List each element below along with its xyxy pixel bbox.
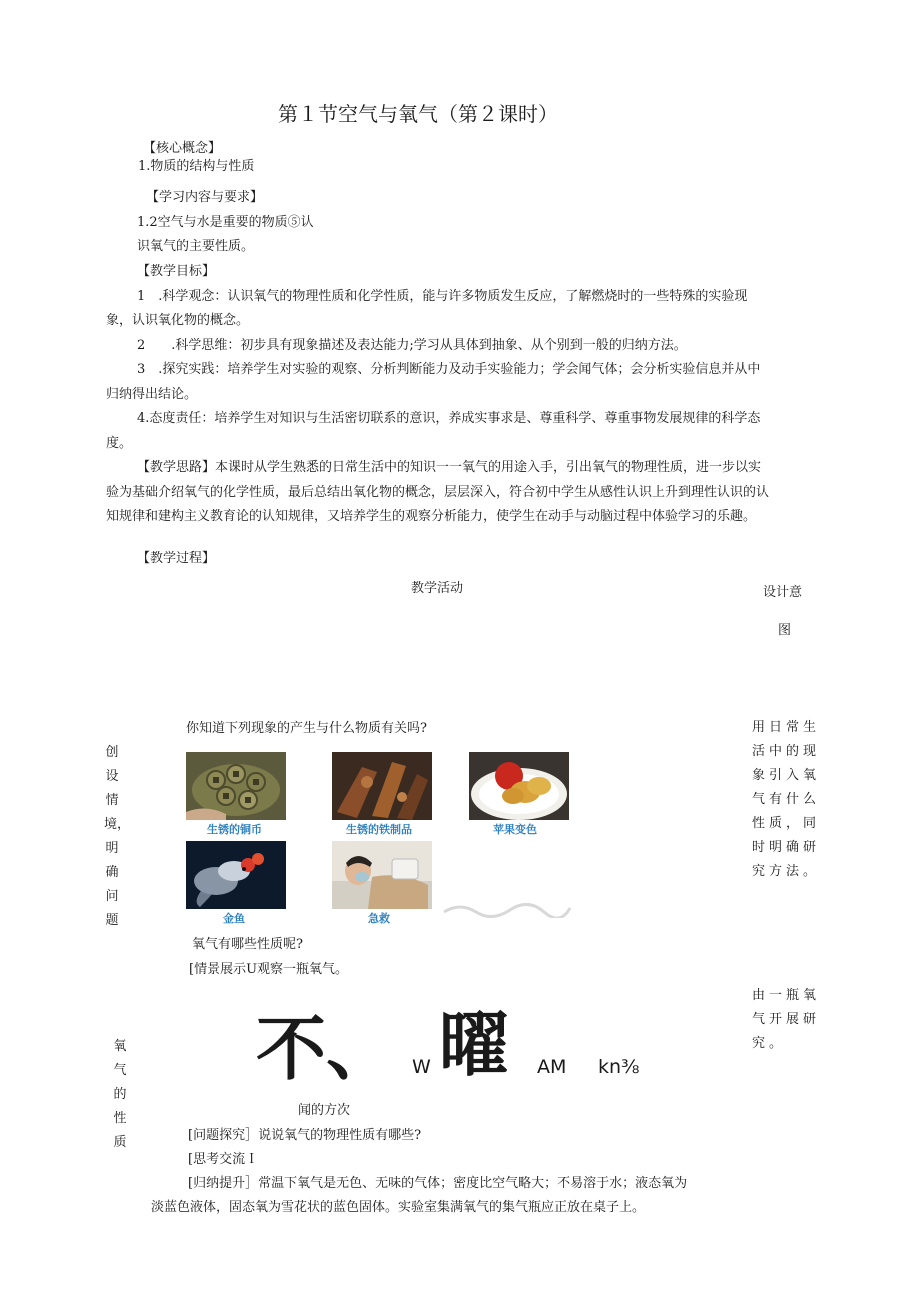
caption-rusty-iron: 生锈的铁制品 [346,823,412,836]
goal-2: 2 .科学思维：初步具有现象描述及表达能力;学习从具体到抽象、从个别到一般的归纳方法。 [137,338,687,353]
goal-3-line2: 归纳得出结论。 [106,387,198,402]
caption-rusty-coins: 生锈的铜币 [207,823,262,836]
caption-goldfish: 金鱼 [223,912,245,925]
goal-1-line1: 1 .科学观念：认识氧气的物理性质和化学性质，能与许多物质发生反应，了解燃烧时的一些特殊的实验现 [137,289,748,304]
requirements-heading: 【学习内容与要求】 [146,190,264,205]
section-2-design-intent: 由一瓶氧气开展研究。 [752,988,821,1051]
approach-line1: 【教学思路】本课时从学生熟悉的日常生活中的知识一一氧气的用途入手，引出氧气的物理性质，进一步以实 [137,460,762,475]
photo-goldfish [186,841,286,909]
smell-illustration-text-3: 曜 [439,1003,509,1086]
photo-apple [469,752,569,820]
approach-line2: 验为基础介绍氧气的化学性质，最后总结出氧化物的概念，层层深入，符合初中学生从感性认识上升到理性认识的认 [106,485,770,500]
section-2-summary-line1: [归纳提升］常温下氧气是无色、无味的气体；密度比空气略大；不易溶于水；液态氧为 [188,1176,688,1191]
section-1-question-2: 氧气有哪些性质呢? [192,937,303,952]
photo-first-aid [332,841,432,909]
smell-illustration-text-4: AM [537,1056,567,1078]
page-title: 第１节空气与氧气（第２课时） [278,102,558,126]
col-activity-header: 教学活动 [411,581,464,596]
faint-watermark-mark [440,900,574,918]
section-1-design-intent: 用日常生活中的现象引入氧气有什么性质，同时明确研究方法。 [752,720,821,879]
goal-1-line2: 象，认识氧化物的概念。 [106,313,250,328]
col-design-header-1: 设计意 [763,585,803,600]
photo-rusty-iron [332,752,432,820]
goal-4-line2: 度。 [106,436,133,451]
requirements-line1: 1.2空气与水是重要的物质⑤认 [137,215,314,230]
requirements-line2: 识氧气的主要性质。 [137,239,255,254]
col-design-header-2: 图 [778,623,792,638]
section-2-label: 氧气的性质 [113,1039,127,1150]
section-1-label: 创设情境，明确问题 [104,745,131,928]
section-2-summary-line2: 淡蓝色液体，固态氧为雪花状的蓝色固体。实验室集满氧气的集气瓶应正放在桌子上。 [151,1200,646,1215]
caption-first-aid: 急救 [368,912,390,925]
approach-line3: 知规律和建构主义教育论的认知规律，又培养学生的观察分析能力，使学生在动手与动脑过程中体验学习的乐趣。 [106,509,757,524]
core-concept-heading: 【核心概念】 [143,141,222,156]
smell-illustration-text-1: 不、 [256,1007,396,1090]
goal-3-line1: 3 .探究实践：培养学生对实验的观察、分析判断能力及动手实验能力；学会闻气体；会分析实验信息并从中 [137,362,761,377]
caption-apple: 苹果变色 [493,823,537,836]
process-heading: 【教学过程】 [137,551,216,566]
section-2-inquiry: [问题探究］说说氧气的物理性质有哪些? [188,1128,422,1143]
section-1-scene: [情景展示U观察一瓶氧气。 [189,962,349,977]
section-1-question: 你知道下列现象的产生与什么物质有关吗? [186,721,427,736]
photo-rusty-coins [186,752,286,820]
smell-illustration-text-5: kn⅜ [598,1056,640,1078]
section-2-discuss: [思考交流Ｉ [188,1152,259,1167]
smell-caption: 闻的方次 [298,1103,351,1118]
smell-illustration-text-2: W [412,1056,431,1078]
goals-heading: 【教学目标】 [137,264,216,279]
goal-4-line1: 4.态度责任：培养学生对知识与生活密切联系的意识，养成实事求是、尊重科学、尊重事物发展规律的科学态 [137,411,761,426]
core-concept-item: 1.物质的结构与性质 [138,159,255,174]
